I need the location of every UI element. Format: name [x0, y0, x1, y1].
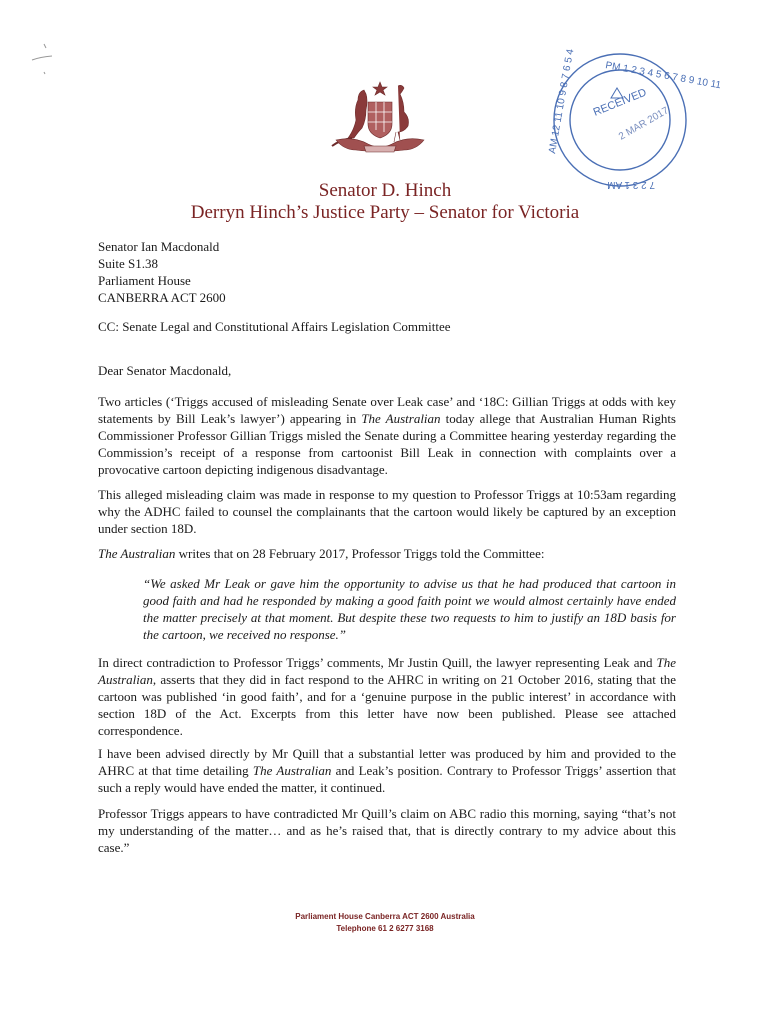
- received-stamp: [535, 44, 722, 194]
- cc-line: CC: Senate Legal and Constitutional Affairs Legislation Committee: [98, 319, 451, 334]
- stamp-ring-top: PM 1 2 3 4 5 6 7 8 9 10 11: [604, 60, 722, 92]
- paragraph-5: I have been advised directly by Mr Quill that a substantial letter was produced by him and provided to the AHRC at that time detailing The Australian and Leak’s position. Contrary to Professor Triggs’ assertion that such a reply would have ended the matter, it continued.: [98, 746, 676, 795]
- coat-of-arms-emblem: [324, 80, 436, 160]
- address-line: Parliament House: [98, 273, 191, 288]
- address-line: Suite S1.38: [98, 256, 158, 271]
- footer-address: Parliament House Canberra ACT 2600 Australia: [295, 912, 475, 921]
- paragraph-1: Two articles (‘Triggs accused of misleading Senate over Leak case’ and ‘18C: Gillian Triggs at odds with key statements by Bill Leak’s lawyer’) appearing in The Australian today allege that Australian Human Rights Commissioner Professor Gillian Triggs misled the Senate during a Committee hearing yesterday regarding the Commission’s receipt of a response from cartoonist Bill Leak in connection with complaints over a provocative cartoon depicting indigenous disadvantage.: [98, 394, 676, 477]
- pen-mark: [30, 40, 58, 90]
- footer-telephone: Telephone 61 2 6277 3168: [336, 924, 434, 933]
- block-quote: “We asked Mr Leak or gave him the opportunity to advise us that he had produced that cartoon in good faith and had he responded by making a good faith point we would almost certainly have ended the matter precisely at that moment. But despite these two requests to him to justify an 18D basis for the cartoon, we received no response.”: [143, 576, 676, 642]
- stamp-ring-bottom: 7 2 3 1 AM: [607, 179, 655, 190]
- paragraph-6: Professor Triggs appears to have contradicted Mr Quill’s claim on ABC radio this morning, saying “that’s not my understanding of the matter… and as he’s raised that, that is directly contrary to my advice about this case.”: [98, 806, 676, 855]
- party-title: Derryn Hinch’s Justice Party – Senator for Victoria: [190, 202, 580, 223]
- recipient-address: [98, 238, 226, 306]
- salutation: Dear Senator Macdonald,: [98, 363, 232, 378]
- paragraph-2: This alleged misleading claim was made in response to my question to Professor Triggs at 10:53am regarding why the ADHC failed to counsel the complainants that the cartoon would likely be captured by an exception under section 18D.: [98, 487, 676, 536]
- stamp-date: 2 MAR 2017: [617, 105, 671, 143]
- senator-name: Senator D. Hinch: [318, 180, 452, 201]
- paragraph-4: In direct contradiction to Professor Triggs’ comments, Mr Justin Quill, the lawyer representing Leak and The Australian, asserts that they did in fact respond to the AHRC in writing on 21 October 2016, stating that the cartoon was published ‘in good faith’, and for a ‘genuine purpose in the public interest’ in accordance with section 18D of the Act. Excerpts from this letter have now been published. Please see attached correspondence.: [98, 655, 676, 738]
- stamp-ring-left: AM 12 11 10 9 8 7 6 5 4: [547, 48, 577, 155]
- address-line: Senator Ian Macdonald: [98, 239, 220, 254]
- paragraph-3: The Australian writes that on 28 February 2017, Professor Triggs told the Committee:: [98, 546, 545, 561]
- address-line: CANBERRA ACT 2600: [98, 290, 226, 305]
- stamp-received-word: RECEIVED: [591, 86, 649, 119]
